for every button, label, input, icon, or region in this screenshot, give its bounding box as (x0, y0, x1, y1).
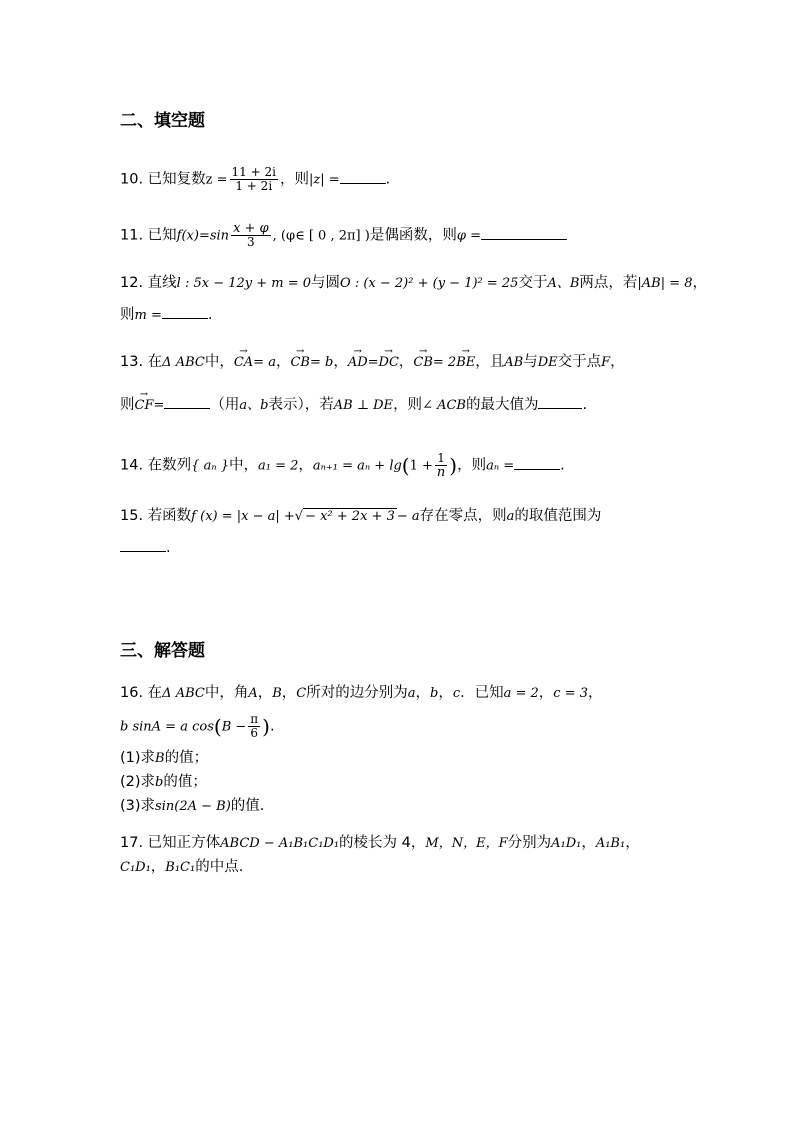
answer-blank (481, 225, 567, 240)
question-16-part-2: (2)求b的值； (120, 774, 207, 790)
question-12-line-2: 则m = . (120, 304, 694, 326)
answer-blank (514, 455, 560, 470)
question-17-line-2: C₁D₁，B₁C₁的中点. (120, 859, 244, 875)
q10-number: 10. (120, 171, 144, 188)
question-11: 11. 已知f(x)=sin $\frac{x + \varphi}{3}$ , (φ∈ [ 0 , 2π] )是偶函数，则φ = (120, 222, 694, 249)
question-15-line-2: . (120, 537, 694, 558)
question-14: 14. 在数列{ aₙ }中，a₁ = 2，aₙ₊₁ = aₙ + lg(1 + $\frac{1}{n}$ )，则aₙ = . (120, 451, 565, 480)
answer-blank (538, 394, 582, 409)
question-16-part-3: (3)求sin(2A − B)的值. (120, 798, 265, 814)
question-12-line-1: 12. 直线l : 5x − 12y + m = 0与圆O : (x − 2)² + (y − 1)² = 25交于A、B两点，若|AB| = 8， (120, 275, 708, 291)
question-16-line-1: 16. 在Δ ABC中，角A，B，C所对的边分别为a，b，c．已知a = 2，c = 3， (120, 685, 603, 701)
question-16-part-1: (1)求B的值； (120, 750, 209, 766)
question-13-line-1: 13. 在Δ ABC中，→ CA= a，→ CB= b，→ AD=→ DC，→ CB= 2→ BE，且AB与DE交于点F， (120, 352, 694, 373)
question-13-line-2: 则→ CF= （用a、b表示），若AB ⊥ DE，则∠ ACB的最大值为 . (120, 394, 694, 416)
q10-fraction: $\frac{11 + 2i}{1 + 2i}$ (231, 165, 276, 193)
section-fill-blank-title: 二、填空题 (120, 111, 205, 131)
answer-blank (164, 394, 210, 409)
question-17-line-1: 17. 已知正方体ABCD − A₁B₁C₁D₁的棱长为 4，M，N，E，F分别为A₁D₁，A₁B₁， (120, 835, 640, 851)
question-15-line-1: 15. 若函数f (x) = |x − a| +√ − x² + 2x + 3 − a存在零点，则a的取值范围为 (120, 508, 602, 524)
answer-blank (120, 537, 166, 552)
answer-blank (340, 169, 386, 184)
section-solutions-title: 三、解答题 (120, 641, 205, 661)
question-10: 10. 已知复数z = $\frac{11 + 2i}{1 + 2i}$ ，则|z| = . (120, 165, 391, 193)
question-16-line-2: b sinA = a cos(B − $\frac{\pi}{6}$ ). (120, 712, 275, 740)
answer-blank (162, 304, 208, 319)
